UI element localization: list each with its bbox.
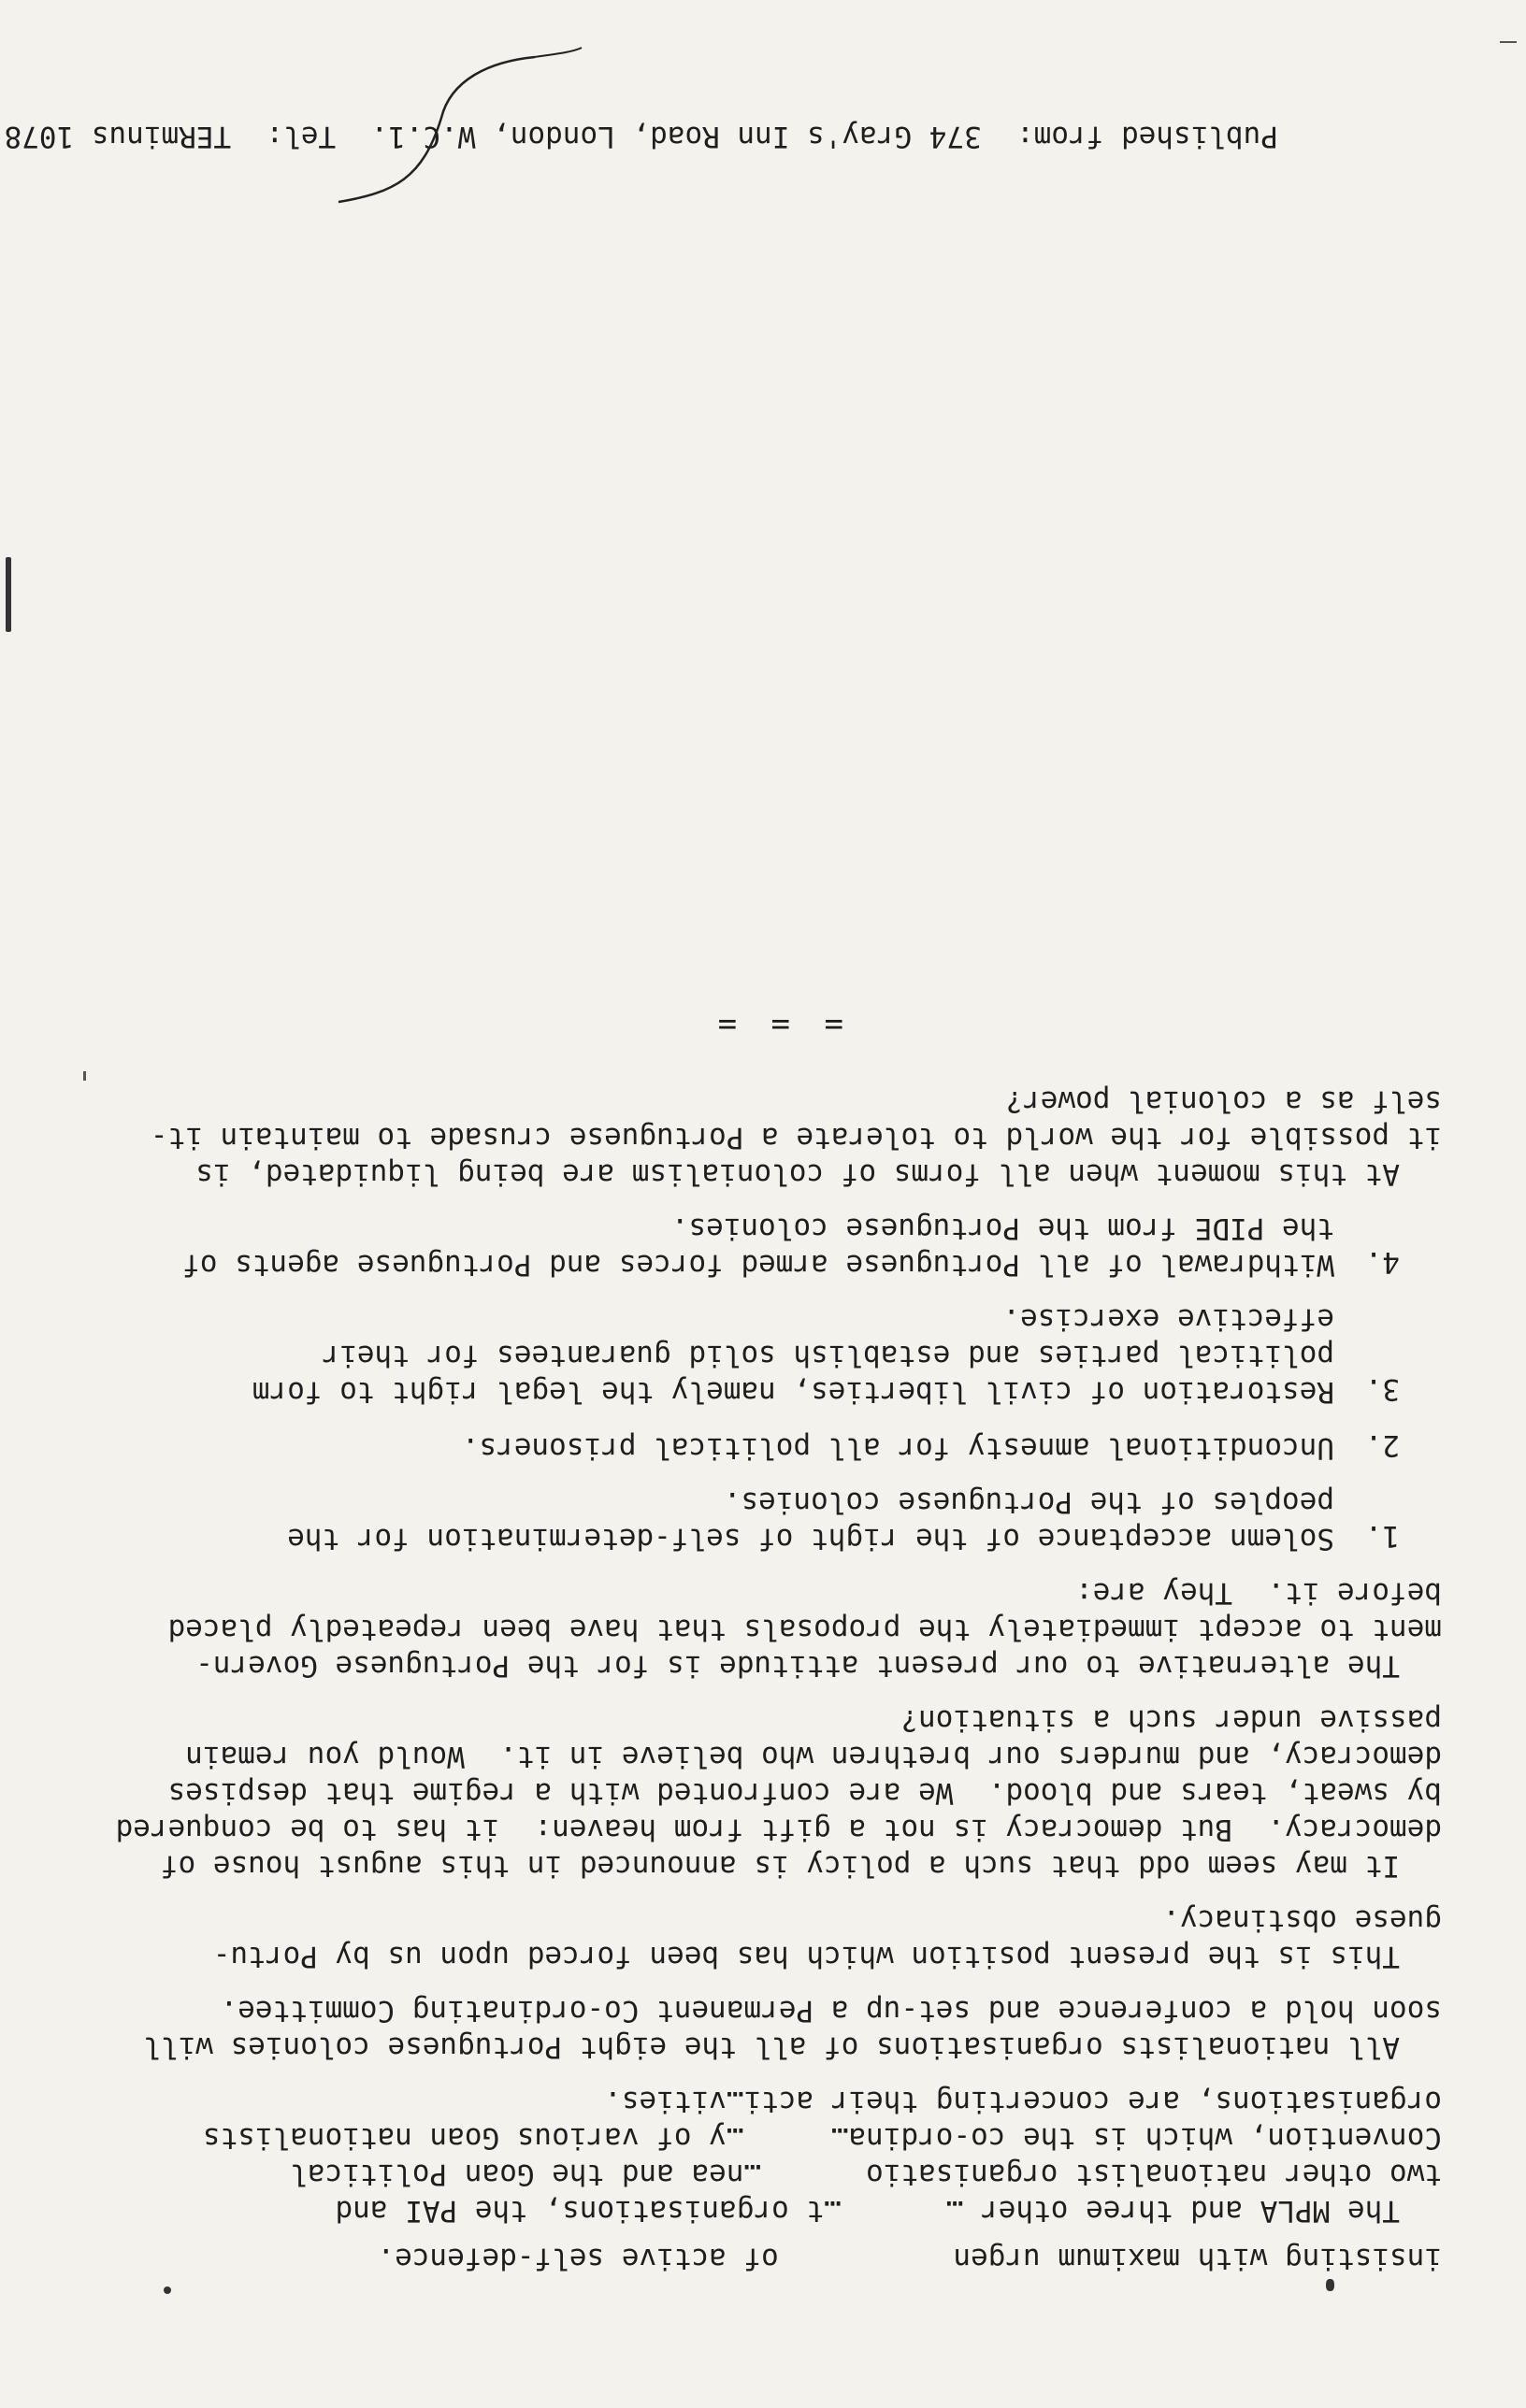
item-line: the PIDE from the Portuguese colonies. <box>670 1211 1334 1245</box>
item-line: peoples of the Portuguese colonies. <box>723 1485 1334 1519</box>
speck-icon <box>83 1071 86 1081</box>
paragraph-line: The MPLA and three other … …t organisations, the PAI and <box>335 2194 1400 2228</box>
section-separator: = = = <box>710 1006 843 1043</box>
paragraph-line: All nationalists organisations of all the eight Portuguese colonies will <box>143 2030 1400 2064</box>
paragraph-line: democracy. But democracy is not a gift from heaven: it has to be conquered <box>115 1813 1442 1846</box>
paragraph-line: two other nationalist organisatio …nea and the Goan Political <box>290 2157 1442 2191</box>
paragraph-line: guese obstinacy. <box>1162 1903 1442 1937</box>
item-line: Restoration of civil liberties, namely the legal right to form <box>252 1375 1334 1409</box>
paragraph-line: democracy, and murders our brethren who believe in it. Would you remain <box>185 1740 1442 1773</box>
item-number: 4. <box>1364 1245 1400 1279</box>
item-number: 3. <box>1364 1372 1400 1406</box>
speck-icon <box>1500 41 1517 43</box>
item-line: Withdrawal of all Portuguese armed forces and Portuguese agents of <box>182 1248 1334 1282</box>
publisher-address: Published from: 374 Gray's Inn Road, London, W.C.1. Tel: TERminus 1078 <box>4 120 1278 153</box>
paragraph-line: This is the present position which has been forced upon us by Portu- <box>212 1940 1400 1973</box>
pen-stroke-icon <box>338 57 535 202</box>
item-number: 1. <box>1364 1519 1400 1553</box>
item-line: effective exercise. <box>1002 1302 1334 1336</box>
item-line: political parties and establish solid guarantees for their <box>322 1339 1334 1372</box>
item-line: Unconditional amnesty for all political prisoners. <box>461 1431 1334 1465</box>
paragraph-line: soon hold a conference and set-up a Permanent Co-ordinating Committee. <box>220 1994 1442 2028</box>
paragraph-line: At this moment when all forms of colonialism are being liquidated, is <box>195 1157 1400 1191</box>
paragraph-line: by sweat, tears and blood. We are confronted with a regime that despises <box>167 1776 1442 1810</box>
paragraph-line: it possible for the world to tolerate a Portuguese crusade to maintain it- <box>150 1121 1442 1154</box>
ink-blot-icon <box>1326 2279 1334 2291</box>
ink-dot-icon <box>164 2286 171 2294</box>
paragraph-line: ment to accept immediately the proposals that have been repeatedly placed <box>167 1612 1442 1646</box>
pen-stroke-icon <box>535 48 582 57</box>
item-line: Solemn acceptance of the right of self-determination for the <box>287 1522 1334 1555</box>
paragraph-line: before it. They are: <box>1075 1576 1442 1610</box>
item-number: 2. <box>1364 1428 1400 1462</box>
page-edge-mark-icon <box>6 557 11 632</box>
paragraph-line: organisations, are concerting their acti…vities. <box>604 2085 1442 2118</box>
paragraph-line: self as a colonial power? <box>1005 1084 1442 1118</box>
paragraph-line: Convention, which is the co-ordina… …y of various Goan nationalists <box>202 2121 1442 2155</box>
opening-line: insisting with maximum urgen of active self-defence. <box>377 2242 1442 2275</box>
paragraph-line: It may seem odd that such a policy is announced in this august house of <box>160 1849 1400 1883</box>
paragraph-line: passive under such a situation? <box>900 1703 1442 1737</box>
paragraph-line: The alternative to our present attitude is for the Portuguese Govern- <box>195 1649 1400 1683</box>
